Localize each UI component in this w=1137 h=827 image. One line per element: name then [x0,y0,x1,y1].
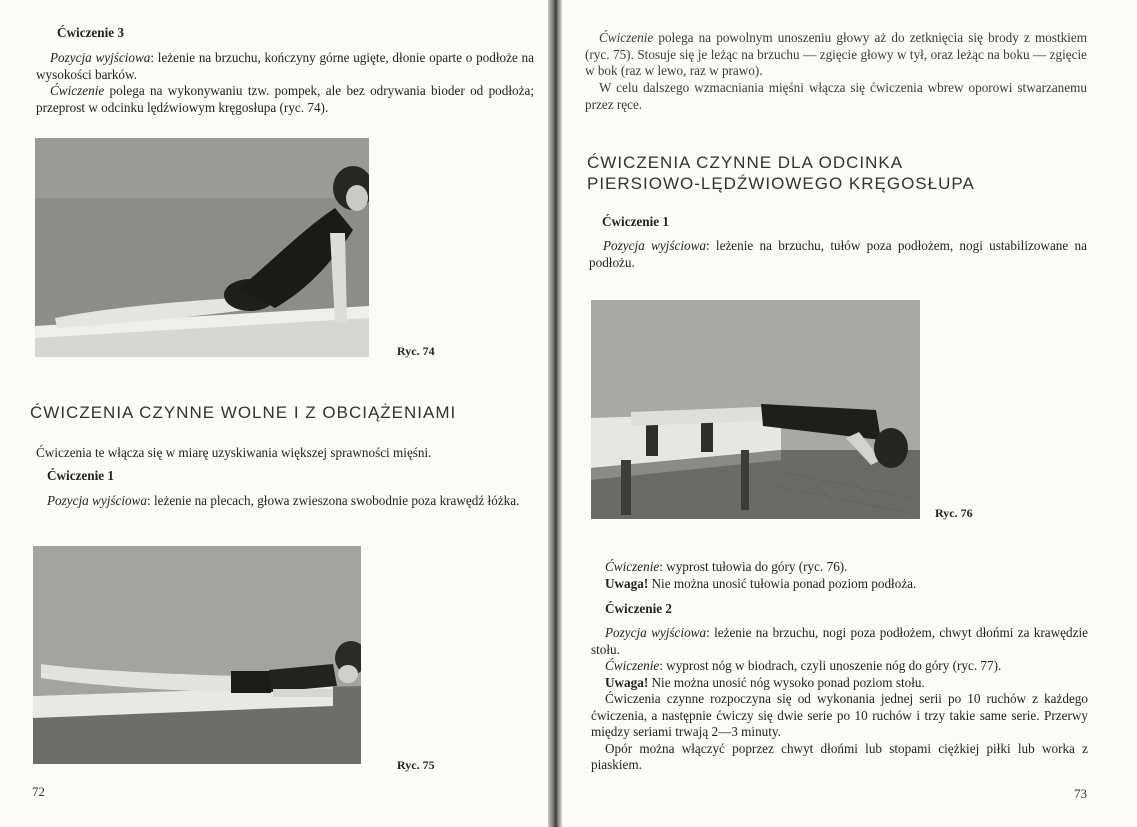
exercise-label: Ćwiczenie [605,658,660,673]
start-position-label: Pozycja wyjściowa [50,50,151,65]
book-spine [548,0,562,827]
exercise-1-warning [605,576,1095,593]
exercise-label: Ćwiczenie [599,30,654,45]
left-page [0,0,548,827]
resistance-paragraph: Opór można włączyć poprzez chwyt dłońmi lub stopami ciężkiej piłki lub worka z piaskiem. [591,740,1088,772]
warning-text: Nie można unosić nóg wysoko ponad poziom stołu. [648,674,925,690]
section-heading-line-1: ĆWICZENIA CZYNNE DLA ODCINKA [587,153,904,172]
section-heading-thoracolumbar [587,152,975,194]
exercise-text: polega na wykonywaniu tzw. pompek, ale bez odrywania bioder od podłoża; przeprost w odcinku lędźwiowym kręgosłupa (ryc. 74). [36,83,534,115]
warning-label: Uwaga! [605,674,649,690]
start-position-label: Pozycja wyjściowa [605,625,707,640]
exercise-2-start-position [591,625,1088,658]
page-number-left: 72 [32,784,45,799]
exercise-text: : wyprost tułowia do góry (ryc. 76). [659,559,848,574]
exercise-1-title: Ćwiczenie 1 [602,214,670,229]
exercise-3-title: Ćwiczenie 3 [57,25,125,40]
resistance-intro-paragraph: W celu dalszego wzmacniania mięśni włącza się ćwiczenia wbrew oporowi stwarzanemu przez ręce. [585,80,1087,112]
exercise-1-start-position [589,238,1087,271]
exercise-3-description [36,83,534,116]
warning-label: Uwaga! [605,576,649,591]
exercise-text: : wyprost nóg w biodrach, czyli unoszenie nóg do góry (ryc. 77). [659,658,1002,673]
figure-76-photo [591,300,920,519]
continued-exercise-description [585,30,1087,80]
exercise-2-description [591,658,1088,675]
start-position-text: : leżenie na plecach, głowa zwieszona swobodnie poza krawędź łóżka. [147,493,520,508]
page-number-right: 73 [1074,786,1087,801]
exercise-text: polega na powolnym unoszeniu głowy aż do zetknięcia się brody z mostkiem (ryc. 75). Stosuje się je leżąc na brzuchu — zgięcie głowy w tył, oraz leżąc na boku — zgięcie w bok (raz w lewo, raz w prawo). [585,30,1087,78]
warning-text: Nie można unosić tułowia ponad poziom podłoża. [648,576,917,591]
figure-74-caption: Ryc. 74 [397,344,435,358]
figure-75-caption: Ryc. 75 [397,758,435,772]
exercise-2-body [591,625,1088,774]
start-position-text: : leżenie na brzuchu, tułów poza podłożem, nogi ustabilizowane na podłożu. [589,238,1087,270]
start-position-label: Pozycja wyjściowa [603,238,706,253]
exercise-2-title: Ćwiczenie 2 [605,601,673,616]
start-position-text: : leżenie na brzuchu, kończyny górne ugięte, dłonie oparte o podłoże na wysokości barków. [36,50,534,82]
exercise-3-start-position [36,50,534,83]
section-heading-line-2: PIERSIOWO-LĘDŹWIOWEGO KRĘGOSŁUPA [587,174,975,193]
figure-76-caption: Ryc. 76 [935,506,973,520]
exercise-1-start-position [33,493,531,510]
start-position-text: : leżenie na brzuchu, nogi poza podłożem, chwyt dłońmi za krawędzie stołu. [591,625,1088,657]
exercise-label: Ćwiczenie [605,559,660,574]
section-intro: Ćwiczenia te włącza się w miarę uzyskiwania większej sprawności mięśni. [36,445,432,460]
figure-75-photo [33,546,361,764]
right-page [562,0,1137,827]
start-position-label: Pozycja wyjściowa [47,493,147,508]
exercise-2-warning [591,675,1088,692]
series-paragraph: Ćwiczenia czynne rozpoczyna się od wykonania jednej serii po 10 ruchów z każdego ćwiczenia, a następnie ćwiczy się dwie serie po 10 ruchów i trzy takie same serie. Przerwy między seriami trwają 2—3 minuty. [591,691,1088,739]
figure-74-photo [35,138,369,357]
exercise-label: Ćwiczenie [50,83,105,98]
exercise-1-title: Ćwiczenie 1 [47,468,115,483]
section-heading-free-and-weighted: ĆWICZENIA CZYNNE WOLNE I Z OBCIĄŻENIAMI [30,403,457,422]
exercise-1-description [605,559,1095,576]
